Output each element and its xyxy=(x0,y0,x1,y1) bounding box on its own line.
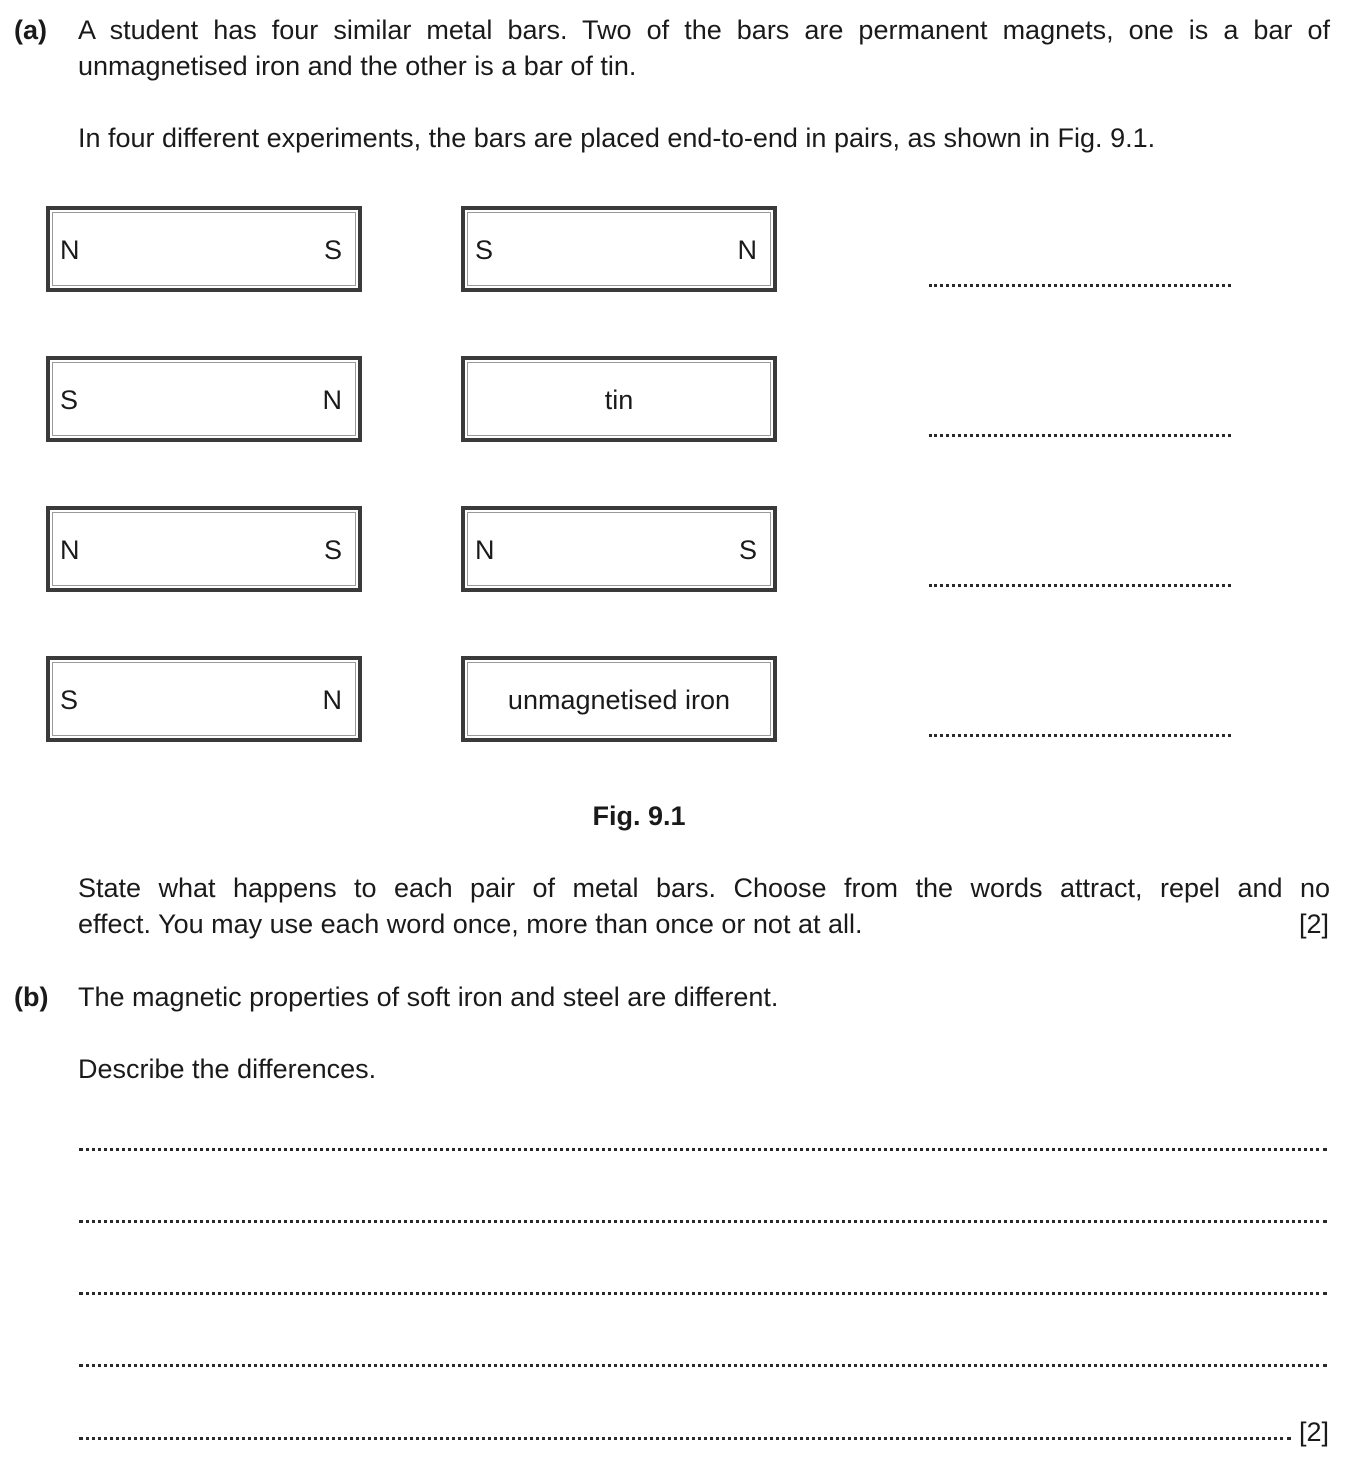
pole-label: N xyxy=(60,235,80,265)
iron-bar xyxy=(461,656,777,742)
pole-label: N xyxy=(737,235,757,265)
pole-label: N xyxy=(60,535,80,565)
answer-line-pair-1[interactable] xyxy=(929,284,1231,287)
magnet-bar xyxy=(461,506,777,592)
part-a-question-line-2: effect. You may use each word once, more than once or not at all. xyxy=(78,909,863,939)
pole-label: N xyxy=(475,535,495,565)
answer-line-pair-4[interactable] xyxy=(929,734,1231,737)
pole-label: N xyxy=(322,385,342,415)
part-a-question-line-1: State what happens to each pair of metal bars. Choose from the words attract, repel and no xyxy=(78,873,1330,903)
pole-label: S xyxy=(475,235,494,265)
answer-line[interactable] xyxy=(79,1437,1291,1440)
answer-line[interactable] xyxy=(79,1220,1327,1223)
magnet-bar xyxy=(46,206,362,292)
answer-line[interactable] xyxy=(79,1148,1327,1151)
pole-label: S xyxy=(323,535,342,565)
part-b-marks: [2] xyxy=(1298,1417,1329,1447)
pole-label: S xyxy=(60,685,79,715)
magnet-bar xyxy=(461,206,777,292)
part-a-marks: [2] xyxy=(1298,909,1329,939)
pole-label: S xyxy=(738,535,757,565)
part-b-statement: The magnetic properties of soft iron and steel are different. xyxy=(78,982,779,1012)
bar-material-label: tin xyxy=(604,385,634,415)
pole-label: S xyxy=(323,235,342,265)
answer-line-pair-2[interactable] xyxy=(929,434,1231,437)
part-a-experiments-text: In four different experiments, the bars are placed end-to-end in pairs, as shown in Fig. 9.1. xyxy=(78,123,1156,153)
magnet-bar xyxy=(46,506,362,592)
answer-line-pair-3[interactable] xyxy=(929,584,1231,587)
figure-caption: Fig. 9.1 xyxy=(592,801,686,831)
magnet-bar xyxy=(46,356,362,442)
part-a-intro-line-1: A student has four similar metal bars. Two of the bars are permanent magnets, one is a bar of xyxy=(78,15,1330,45)
tin-bar xyxy=(461,356,777,442)
part-b-label: (b) xyxy=(14,982,49,1012)
bar-material-label: unmagnetised iron xyxy=(507,685,731,715)
answer-line[interactable] xyxy=(79,1364,1327,1367)
part-a-intro-line-2: unmagnetised iron and the other is a bar of tin. xyxy=(78,51,637,81)
pole-label: N xyxy=(322,685,342,715)
part-a-label: (a) xyxy=(14,15,47,45)
magnet-bar xyxy=(46,656,362,742)
answer-line[interactable] xyxy=(79,1292,1327,1295)
pole-label: S xyxy=(60,385,79,415)
part-b-instruction: Describe the differences. xyxy=(78,1054,377,1084)
